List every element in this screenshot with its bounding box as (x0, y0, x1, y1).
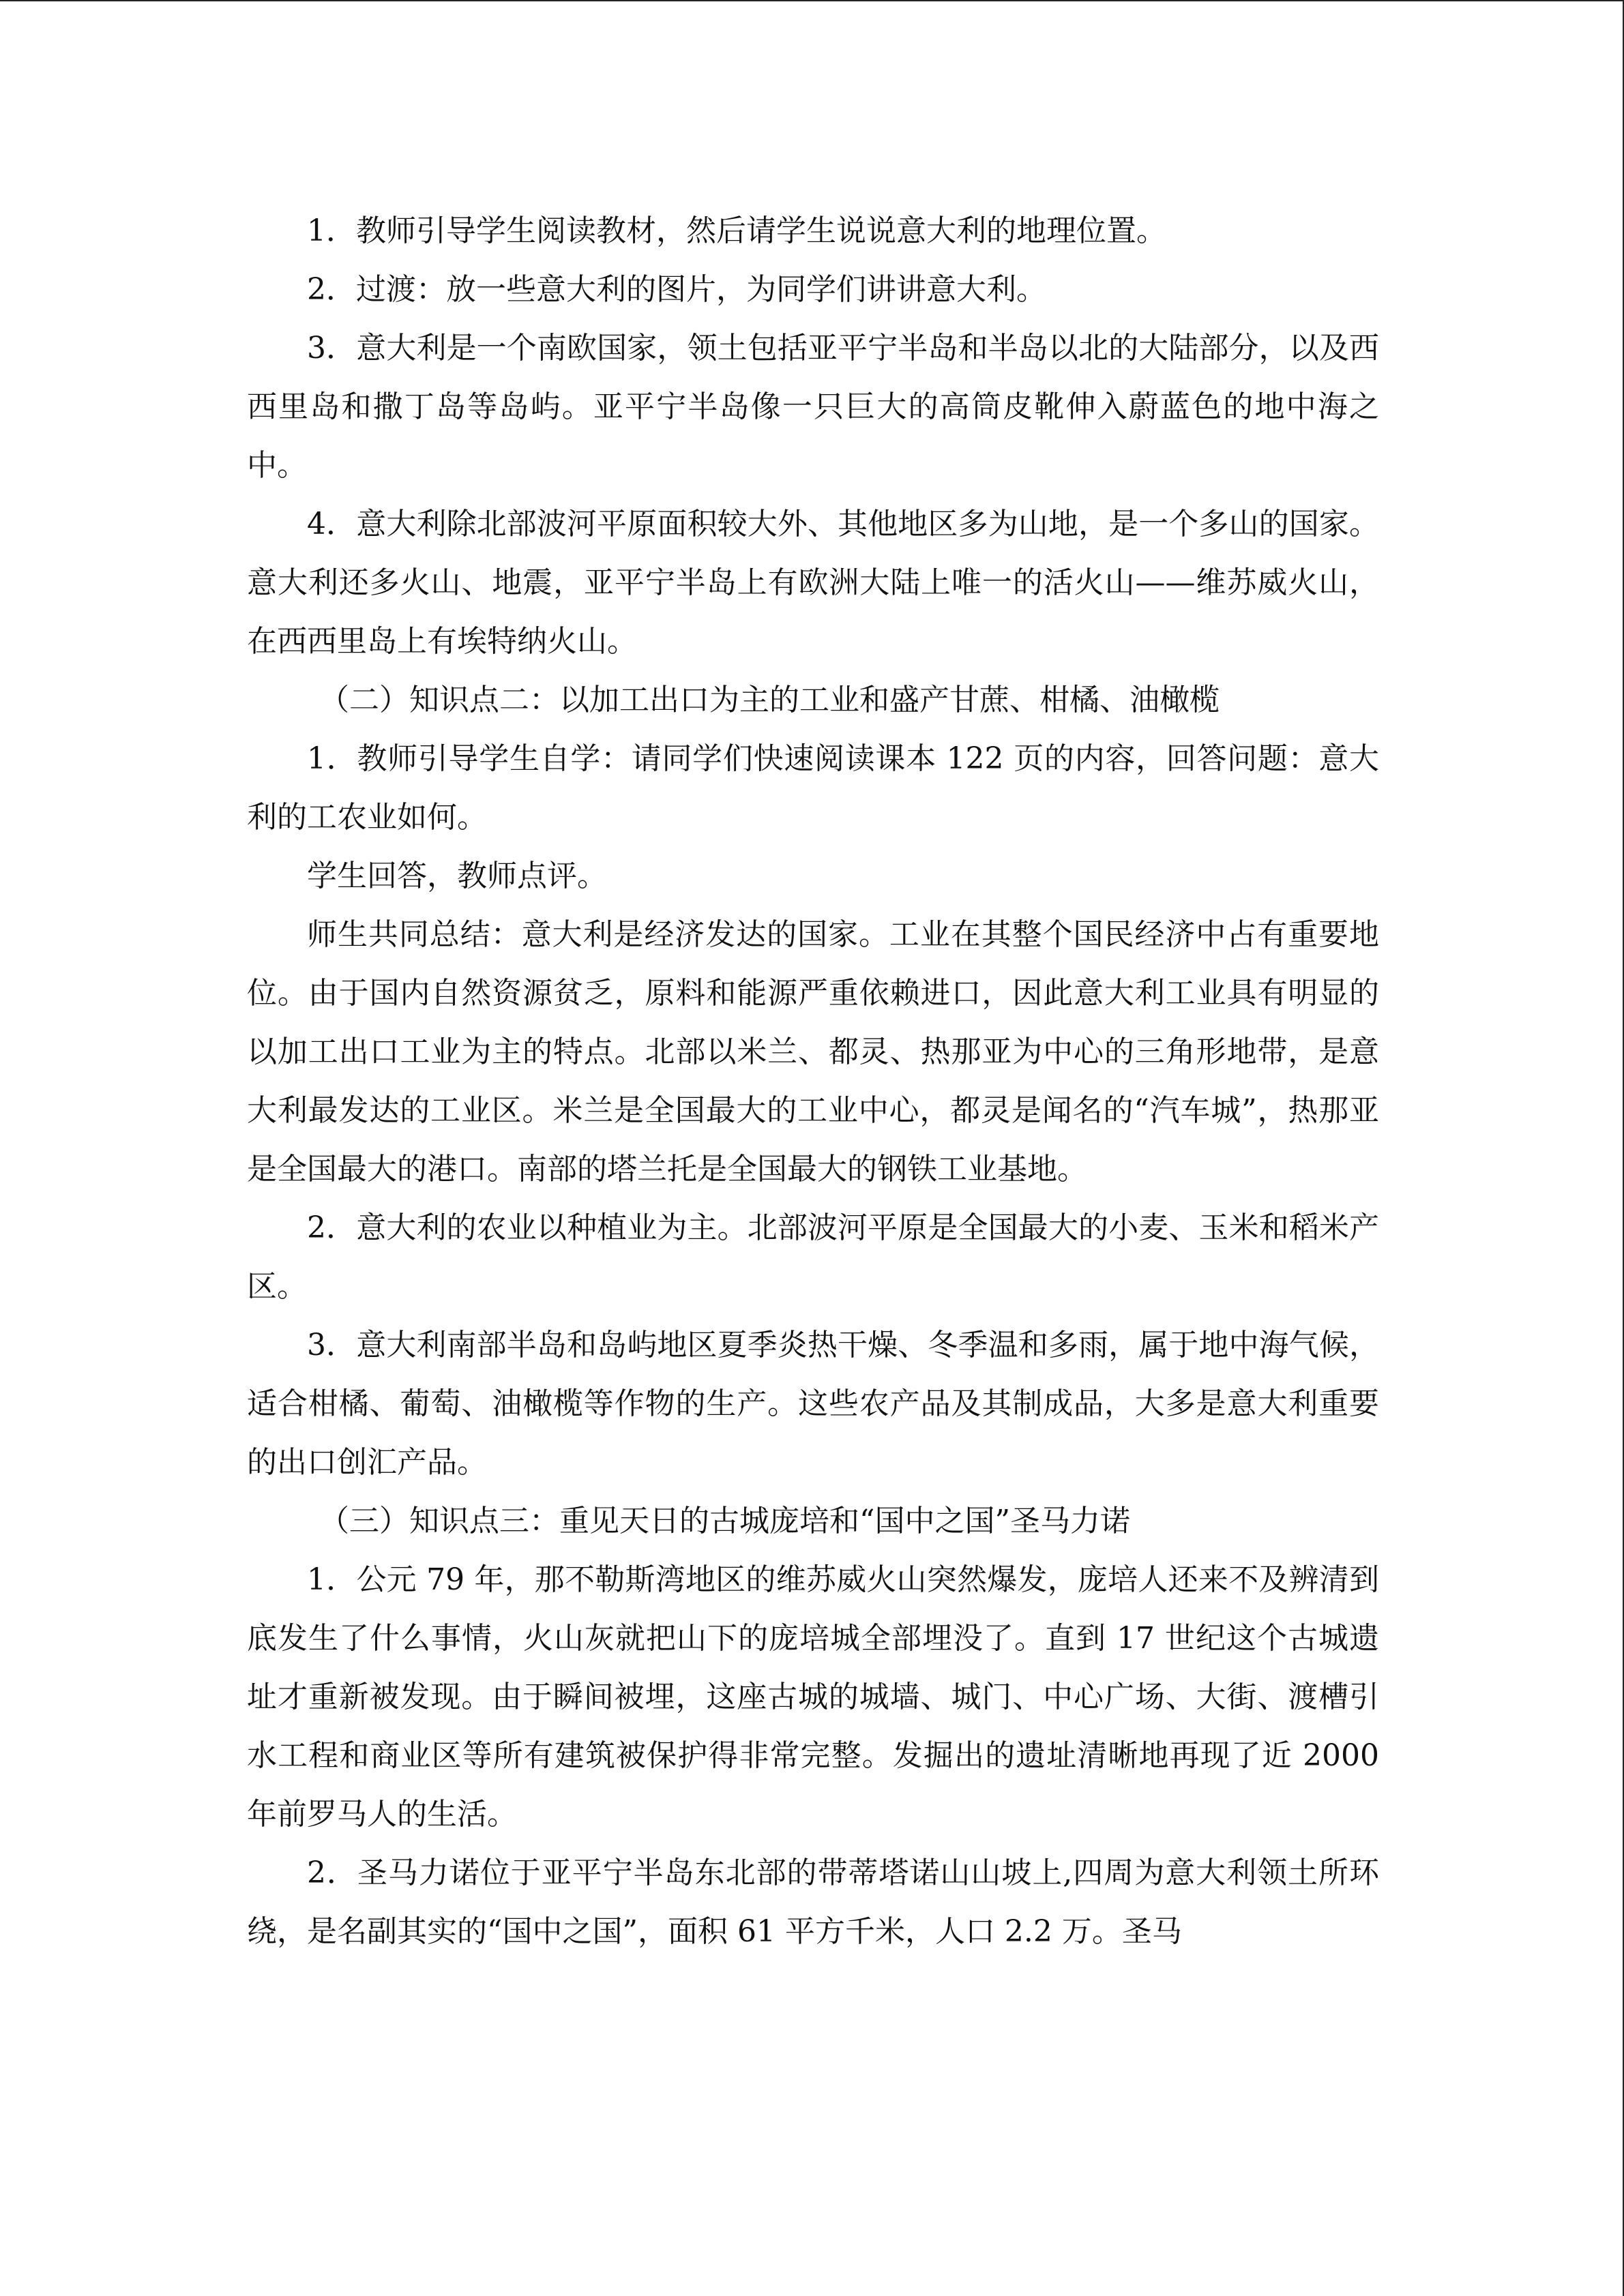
paragraph-item-2: 2．过渡：放一些意大利的图片，为同学们讲讲意大利。 (307, 272, 1046, 307)
paragraph-agriculture: 2．意大利的农业以种植业为主。北部波河平原是全国最大的小麦、玉米和稻米产区。 (247, 1210, 1379, 1304)
paragraph-summary: 师生共同总结：意大利是经济发达的国家。工业在其整个国民经济中占有重要地位。由于国内自然资源贫乏，原料和能源严重依赖进口，因此意大利工业具有明显的以加工出口工业为主的特点。北部以米兰、都灵、热那亚为中心的三角形地带，是意大利最发达的工业区。米兰是全国最大的工业中心，都灵是闻名的“汽车城”，热那亚是全国最大的港口。南部的塔兰托是全国最大的钢铁工业基地。 (247, 917, 1379, 1187)
paragraph-item-1: 1．教师引导学生阅读教材，然后请学生说说意大利的地理位置。 (307, 213, 1166, 248)
section-heading-2: （二）知识点二：以加工出口为主的工业和盛产甘蔗、柑橘、油橄榄 (319, 683, 1220, 717)
paragraph-student-answer: 学生回答，教师点评。 (307, 859, 607, 893)
paragraph-item-3: 3．意大利是一个南欧国家，领土包括亚平宁半岛和半岛以北的大陆部分，以及西西里岛和撒丁岛等岛屿。亚平宁半岛像一只巨大的高筒皮靴伸入蔚蓝色的地中海之中。 (247, 331, 1379, 483)
paragraph-item-4: 4．意大利除北部波河平原面积较大外、其他地区多为山地，是一个多山的国家。意大利还多火山、地震，亚平宁半岛上有欧洲大陆上唯一的活火山——维苏威火山，在西西里岛上有埃特纳火山。 (247, 507, 1379, 659)
paragraph-pompeii: 1．公元 79 年，那不勒斯湾地区的维苏威火山突然爆发，庞培人还来不及辨清到底发生了什么事情，火山灰就把山下的庞培城全部埋没了。直到 17 世纪这个古城遗址才重新被发现。由于瞬间被埋，这座古城的城墙、城门、中心广场、大街、渡槽引水工程和商业区等所有建筑被保护得非常完整。发掘出的遗址清晰地再现了近 2000 年前罗马人的生活。 (247, 1562, 1379, 1832)
paragraph-san-marino: 2．圣马力诺位于亚平宁半岛东北部的带蒂塔诺山山坡上,四周为意大利领土所环绕，是名副其实的“国中之国”，面积 61 平方千米，人口 2.2 万。圣马 (247, 1855, 1379, 1949)
section-heading-3: （三）知识点三：重见天日的古城庞培和“国中之国”圣马力诺 (319, 1504, 1130, 1538)
paragraph-climate: 3．意大利南部半岛和岛屿地区夏季炎热干燥、冬季温和多雨，属于地中海气候，适合柑橘、葡萄、油橄榄等作物的生产。这些农产品及其制成品，大多是意大利重要的出口创汇产品。 (247, 1328, 1379, 1480)
paragraph-self-study: 1．教师引导学生自学：请同学们快速阅读课本 122 页的内容，回答问题：意大利的工农业如何。 (247, 741, 1379, 835)
document-body (247, 202, 1379, 1961)
